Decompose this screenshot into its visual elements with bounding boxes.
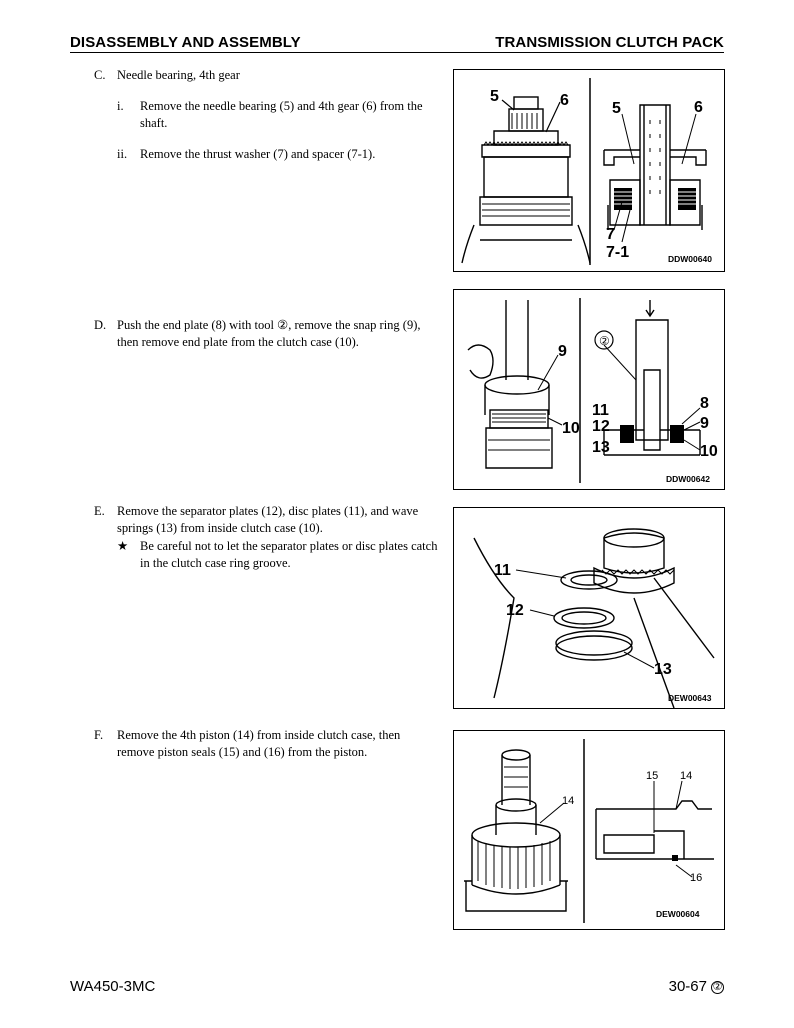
step-c-ii-label: ii. bbox=[117, 147, 128, 161]
fig3-callout-13: 13 bbox=[654, 661, 672, 678]
step-d-label: D. bbox=[94, 318, 107, 332]
fig1-callout-7: 7 bbox=[606, 226, 615, 243]
fig1-callout-7-1: 7-1 bbox=[606, 244, 630, 261]
fig2-callout-10-left: 10 bbox=[562, 420, 580, 437]
footer-page-text: 30-67 bbox=[668, 978, 707, 995]
step-e-label: E. bbox=[94, 504, 105, 518]
step-e-text: Remove the separator plates (12), disc plates (11), and wave springs (13) from inside clutch case (10). bbox=[117, 504, 419, 535]
step-c-i-label: i. bbox=[117, 99, 124, 113]
footer-revision-mark: ② bbox=[712, 981, 723, 993]
step-c-text: Needle bearing, 4th gear bbox=[117, 68, 240, 82]
fig3-code: DEW00643 bbox=[668, 693, 712, 703]
fig4-callout-14-right: 14 bbox=[680, 770, 693, 782]
header-rule bbox=[70, 52, 724, 53]
step-f-label: F. bbox=[94, 728, 104, 742]
figure-needle-bearing bbox=[453, 69, 725, 272]
step-d-text: Push the end plate (8) with tool ②, remove the snap ring (9), then remove end plate from the clutch case (10). bbox=[117, 318, 421, 349]
fig2-callout-13: 13 bbox=[592, 439, 610, 456]
fig2-callout-9-left: 9 bbox=[558, 343, 567, 360]
fig4-code: DEW00604 bbox=[656, 909, 700, 919]
step-c-ii-text: Remove the thrust washer (7) and spacer (7-1). bbox=[140, 147, 376, 161]
fig2-code: DDW00642 bbox=[666, 474, 710, 484]
fig2-callout-9-right: 9 bbox=[700, 415, 709, 432]
figure-4th-piston-drawing bbox=[454, 731, 726, 931]
step-e-note-text: Be careful not to let the separator plates or disc plates catch in the clutch case ring groove. bbox=[140, 539, 438, 570]
figure-separator-plates bbox=[453, 507, 725, 709]
fig2-callout-11: 11 bbox=[592, 402, 609, 419]
fig1-callout-6-left: 6 bbox=[560, 92, 569, 109]
fig2-callout-tool-2: ② bbox=[599, 334, 610, 348]
fig1-callout-5-left: 5 bbox=[490, 88, 499, 105]
header-chapter-title: TRANSMISSION CLUTCH PACK bbox=[495, 34, 724, 51]
star-icon: ★ bbox=[117, 539, 129, 553]
fig1-callout-5-right: 5 bbox=[612, 100, 621, 117]
fig1-callout-6-right: 6 bbox=[694, 99, 703, 116]
figure-needle-bearing-drawing bbox=[454, 70, 726, 273]
header-section-title: DISASSEMBLY AND ASSEMBLY bbox=[70, 34, 301, 51]
figure-separator-plates-drawing bbox=[454, 508, 726, 710]
step-c-i-text: Remove the needle bearing (5) and 4th gear (6) from the shaft. bbox=[140, 99, 423, 130]
figure-end-plate-drawing bbox=[454, 290, 726, 491]
fig1-code: DDW00640 bbox=[668, 254, 712, 264]
fig2-callout-10-right: 10 bbox=[700, 443, 718, 460]
fig4-callout-15: 15 bbox=[646, 770, 659, 782]
fig4-callout-14-left: 14 bbox=[562, 795, 575, 807]
fig3-callout-12: 12 bbox=[506, 602, 524, 619]
step-c-label: C. bbox=[94, 68, 106, 82]
fig3-callout-11: 11 bbox=[494, 562, 511, 579]
fig2-callout-12: 12 bbox=[592, 418, 610, 435]
fig4-callout-16: 16 bbox=[690, 872, 703, 884]
figure-4th-piston bbox=[453, 730, 725, 930]
step-f-text: Remove the 4th piston (14) from inside clutch case, then remove piston seals (15) and (16) from the piston. bbox=[117, 728, 401, 759]
fig2-callout-8: 8 bbox=[700, 395, 709, 412]
footer-model: WA450-3MC bbox=[70, 978, 156, 995]
figure-end-plate bbox=[453, 289, 725, 490]
footer-page-number bbox=[669, 978, 724, 995]
